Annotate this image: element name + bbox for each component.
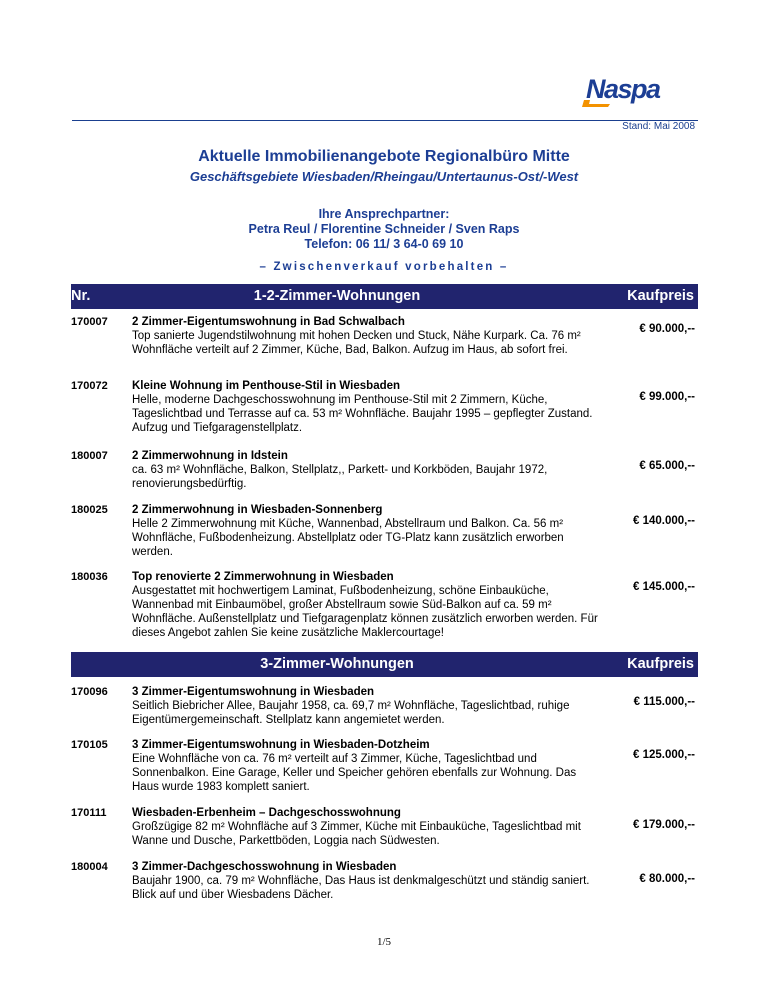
listing-description: Helle, moderne Dachgeschosswohnung im Penthouse-Stil mit 2 Zimmern, Küche, Tageslichtbad und Terrasse auf ca. 53 m² Wohnfläche. Baujahr 1995 – gepflegter Zustand. Aufzug und Tiefgaragenstellplatz. [132,394,593,434]
listing-title: 3 Zimmer-Eigentumswohnung in Wiesbaden-Dotzheim [132,739,430,751]
reserve-note: – Zwischenverkauf vorbehalten – [259,261,509,273]
listing-description: Eine Wohnfläche von ca. 76 m² verteilt auf 3 Zimmer, Küche, Tageslichtbad und Sonnenbalkon. Eine Garage, Keller und Speicher gehören ebenfalls zur Wohnung. Das Haus wurde 1983 komplett saniert. [132,753,577,793]
listing-number: 170105 [71,739,108,751]
listing-price: € 115.000,-- [633,696,695,708]
listing-description: Top sanierte Jugendstilwohnung mit hohen Decken und Stuck, Nähe Kurpark. Ca. 76 m² Wohnfläche verteilt auf 2 Zimmer, Küche, Bad, Balkon. Aufzug im Haus, ab sofort frei. [132,330,581,356]
listing-price: € 80.000,-- [639,873,695,885]
contact-phone: Telefon: 06 11/ 3 64-0 69 10 [304,237,464,251]
header-rule [72,120,698,121]
listing-number: 170096 [71,686,108,698]
listing-number: 170072 [71,380,108,392]
svg-text:Naspa: Naspa [586,74,660,104]
date-stamp: Stand: Mai 2008 [622,121,695,132]
section-header-3-zimmer [71,652,698,677]
listing-title: 2 Zimmerwohnung in Wiesbaden-Sonnenberg [132,504,383,516]
column-header-price: Kaufpreis [627,656,694,672]
page-subtitle: Geschäftsgebiete Wiesbaden/Rheingau/Untertaunus-Ost/-West [189,169,579,184]
listing-description: Großzügige 82 m² Wohnfläche auf 3 Zimmer, Küche mit Einbauküche, Tageslichtbad mit Wanne und Dusche, Parkettböden, Loggia nach Südwesten. [132,821,581,847]
listing-number: 170007 [71,316,108,328]
listing-price: € 90.000,-- [639,323,695,335]
listing-price: € 179.000,-- [632,819,695,831]
listing-description: ca. 63 m² Wohnfläche, Balkon, Stellplatz,, Parkett- und Korkböden, Baujahr 1972, renovierungsbedürftig. [132,464,548,490]
listing-price: € 140.000,-- [632,515,695,527]
section-title: 1-2-Zimmer-Wohnungen [253,288,421,304]
listing-price: € 65.000,-- [639,460,695,472]
listing-title: 3 Zimmer-Eigentumswohnung in Wiesbaden [132,686,375,698]
section-header-1-2-zimmer [71,284,698,309]
listing-description: Ausgestattet mit hochwertigem Laminat, Fußbodenheizung, schöne Einbauküche, Wannenbad mit Einbaumöbel, großer Abstellraum sowie Süd-Balkon auf ca. 59 m² Wohnfläche. Außenstellplatz und Tiefgaragenplatz können zusätzlich erworben werden. Für dieses Angebot zahlen Sie keine zusätzliche Maklercourtage! [132,585,598,639]
page-title: Aktuelle Immobilienangebote Regionalbüro Mitte [198,148,570,165]
listing-number: 180007 [71,450,108,462]
listing-title: Top renovierte 2 Zimmerwohnung in Wiesbaden [132,571,394,583]
listing-description: Helle 2 Zimmerwohnung mit Küche, Wannenbad, Abstellraum und Balkon. Ca. 56 m² Wohnfläche, Fußbodenheizung. Abstellplatz oder TG-Platz kann zusätzlich erworben werden. [132,518,564,558]
contact-label: Ihre Ansprechpartner: [318,207,450,221]
listing-title: Kleine Wohnung im Penthouse-Stil in Wiesbaden [132,380,401,392]
column-header-nr: Nr. [71,288,91,304]
contact-names: Petra Reul / Florentine Schneider / Sven Raps [248,222,520,236]
section-title: 3-Zimmer-Wohnungen [260,656,414,672]
listing-description: Seitlich Biebricher Allee, Baujahr 1958, ca. 69,7 m² Wohnfläche, Tageslichtbad, ruhige Eigentümergemeinschaft. Stellplatz kann angemietet werden. [132,700,570,726]
column-header-price: Kaufpreis [627,288,694,304]
naspa-logo [582,74,702,112]
listing-number: 180004 [71,861,108,873]
listing-price: € 145.000,-- [632,581,695,593]
listing-title: 2 Zimmer-Eigentumswohnung in Bad Schwalbach [132,316,405,328]
listing-description: Baujahr 1900, ca. 79 m² Wohnfläche, Das Haus ist denkmalgeschützt und ständig saniert. Blick auf und über Wiesbadens Dächer. [132,875,590,901]
listing-number: 180025 [71,504,108,516]
listing-price: € 99.000,-- [639,391,695,403]
listing-title: 3 Zimmer-Dachgeschosswohnung in Wiesbaden [132,861,397,873]
listing-title: 2 Zimmerwohnung in Idstein [132,450,288,462]
listing-number: 180036 [71,571,108,583]
listing-number: 170111 [71,807,107,819]
page-number: 1/5 [376,936,392,948]
listing-title: Wiesbaden-Erbenheim – Dachgeschosswohnung [132,807,401,819]
contact-block [0,207,768,252]
listing-price: € 125.000,-- [632,749,695,761]
